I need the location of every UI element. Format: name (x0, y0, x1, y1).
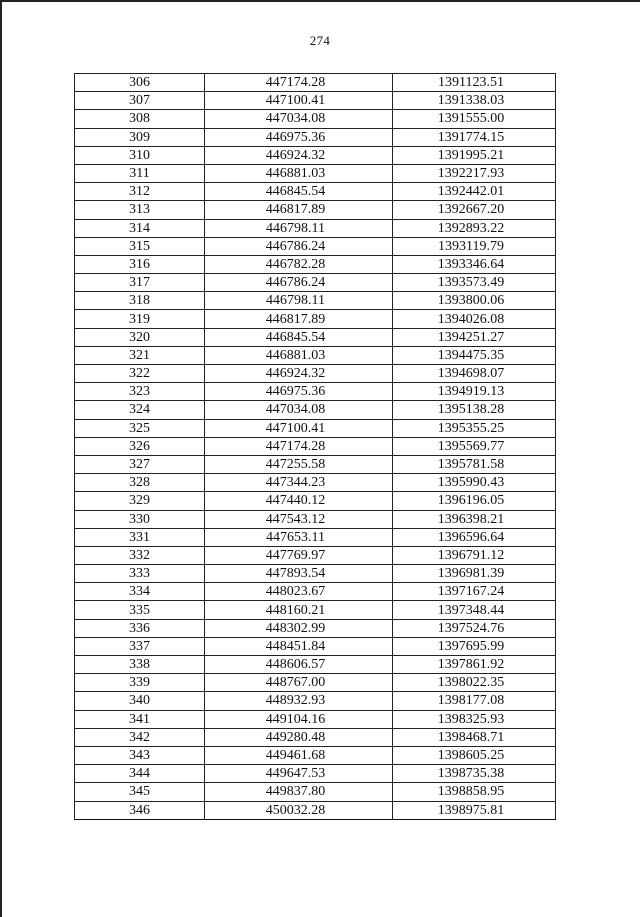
point-number-cell: 333 (75, 565, 205, 583)
point-number-cell: 336 (75, 619, 205, 637)
y-coordinate-cell: 1396791.12 (393, 546, 556, 564)
y-coordinate-cell: 1396596.64 (393, 528, 556, 546)
table-row (75, 801, 556, 819)
table-row (75, 746, 556, 764)
table-row (75, 255, 556, 273)
x-coordinate-cell: 448606.57 (205, 656, 393, 674)
x-coordinate-cell: 446845.54 (205, 328, 393, 346)
x-coordinate-cell: 448767.00 (205, 674, 393, 692)
table-row (75, 183, 556, 201)
x-coordinate-cell: 448932.93 (205, 692, 393, 710)
page-edge-left (0, 0, 2, 917)
point-number-cell: 312 (75, 183, 205, 201)
y-coordinate-cell: 1398858.95 (393, 783, 556, 801)
table-row (75, 401, 556, 419)
point-number-cell: 311 (75, 164, 205, 182)
point-number-cell: 330 (75, 510, 205, 528)
page-number: 274 (309, 33, 331, 48)
y-coordinate-cell: 1397348.44 (393, 601, 556, 619)
x-coordinate-cell: 446924.32 (205, 146, 393, 164)
point-number-cell: 324 (75, 401, 205, 419)
table-row (75, 601, 556, 619)
y-coordinate-cell: 1398325.93 (393, 710, 556, 728)
point-number-cell: 345 (75, 783, 205, 801)
table-row (75, 74, 556, 92)
y-coordinate-cell: 1391123.51 (393, 74, 556, 92)
y-coordinate-cell: 1391995.21 (393, 146, 556, 164)
x-coordinate-cell: 449647.53 (205, 765, 393, 783)
point-number-cell: 309 (75, 128, 205, 146)
point-number-cell: 339 (75, 674, 205, 692)
point-number-cell: 323 (75, 383, 205, 401)
y-coordinate-cell: 1396196.05 (393, 492, 556, 510)
x-coordinate-cell: 447174.28 (205, 437, 393, 455)
y-coordinate-cell: 1395355.25 (393, 419, 556, 437)
x-coordinate-cell: 446975.36 (205, 383, 393, 401)
y-coordinate-cell: 1397861.92 (393, 656, 556, 674)
x-coordinate-cell: 447100.41 (205, 419, 393, 437)
x-coordinate-cell: 446924.32 (205, 365, 393, 383)
x-coordinate-cell: 447653.11 (205, 528, 393, 546)
table-row (75, 656, 556, 674)
table-row (75, 219, 556, 237)
x-coordinate-cell: 447344.23 (205, 474, 393, 492)
y-coordinate-cell: 1395138.28 (393, 401, 556, 419)
table-row (75, 365, 556, 383)
table-row (75, 619, 556, 637)
x-coordinate-cell: 446786.24 (205, 274, 393, 292)
y-coordinate-cell: 1391338.03 (393, 92, 556, 110)
table-row (75, 710, 556, 728)
table-row (75, 110, 556, 128)
point-number-cell: 340 (75, 692, 205, 710)
point-number-cell: 337 (75, 637, 205, 655)
point-number-cell: 334 (75, 583, 205, 601)
table-row (75, 310, 556, 328)
y-coordinate-cell: 1393573.49 (393, 274, 556, 292)
x-coordinate-cell: 447034.08 (205, 110, 393, 128)
point-number-cell: 318 (75, 292, 205, 310)
x-coordinate-cell: 448023.67 (205, 583, 393, 601)
y-coordinate-cell: 1391774.15 (393, 128, 556, 146)
x-coordinate-cell: 447174.28 (205, 74, 393, 92)
x-coordinate-cell: 446798.11 (205, 219, 393, 237)
x-coordinate-cell: 447769.97 (205, 546, 393, 564)
y-coordinate-cell: 1398468.71 (393, 728, 556, 746)
table-row (75, 146, 556, 164)
x-coordinate-cell: 446798.11 (205, 292, 393, 310)
table-row (75, 492, 556, 510)
x-coordinate-cell: 449104.16 (205, 710, 393, 728)
table-row (75, 783, 556, 801)
x-coordinate-cell: 447543.12 (205, 510, 393, 528)
x-coordinate-cell: 449280.48 (205, 728, 393, 746)
x-coordinate-cell: 450032.28 (205, 801, 393, 819)
y-coordinate-cell: 1393800.06 (393, 292, 556, 310)
table-row (75, 528, 556, 546)
table-row (75, 128, 556, 146)
table-row (75, 728, 556, 746)
point-number-cell: 306 (75, 74, 205, 92)
x-coordinate-cell: 447100.41 (205, 92, 393, 110)
y-coordinate-cell: 1397524.76 (393, 619, 556, 637)
table-row (75, 274, 556, 292)
point-number-cell: 342 (75, 728, 205, 746)
table-row (75, 510, 556, 528)
y-coordinate-cell: 1394026.08 (393, 310, 556, 328)
y-coordinate-cell: 1392442.01 (393, 183, 556, 201)
table-row (75, 292, 556, 310)
point-number-cell: 315 (75, 237, 205, 255)
point-number-cell: 332 (75, 546, 205, 564)
point-number-cell: 338 (75, 656, 205, 674)
table-row (75, 201, 556, 219)
x-coordinate-cell: 448302.99 (205, 619, 393, 637)
point-number-cell: 316 (75, 255, 205, 273)
x-coordinate-cell: 447255.58 (205, 455, 393, 473)
table-row (75, 637, 556, 655)
point-number-cell: 322 (75, 365, 205, 383)
point-number-cell: 329 (75, 492, 205, 510)
point-number-cell: 320 (75, 328, 205, 346)
y-coordinate-cell: 1393346.64 (393, 255, 556, 273)
page-edge-top (0, 0, 640, 2)
x-coordinate-cell: 446975.36 (205, 128, 393, 146)
y-coordinate-cell: 1397167.24 (393, 583, 556, 601)
point-number-cell: 321 (75, 346, 205, 364)
coordinate-table-body (75, 74, 556, 820)
x-coordinate-cell: 446881.03 (205, 164, 393, 182)
table-row (75, 455, 556, 473)
x-coordinate-cell: 446881.03 (205, 346, 393, 364)
x-coordinate-cell: 446845.54 (205, 183, 393, 201)
point-number-cell: 335 (75, 601, 205, 619)
y-coordinate-cell: 1398022.35 (393, 674, 556, 692)
point-number-cell: 319 (75, 310, 205, 328)
coordinate-table (74, 73, 556, 820)
y-coordinate-cell: 1393119.79 (393, 237, 556, 255)
y-coordinate-cell: 1398975.81 (393, 801, 556, 819)
table-row (75, 164, 556, 182)
x-coordinate-cell: 446786.24 (205, 237, 393, 255)
y-coordinate-cell: 1394698.07 (393, 365, 556, 383)
point-number-cell: 331 (75, 528, 205, 546)
x-coordinate-cell: 448451.84 (205, 637, 393, 655)
x-coordinate-cell: 447440.12 (205, 492, 393, 510)
y-coordinate-cell: 1392667.20 (393, 201, 556, 219)
y-coordinate-cell: 1392217.93 (393, 164, 556, 182)
x-coordinate-cell: 447034.08 (205, 401, 393, 419)
point-number-cell: 326 (75, 437, 205, 455)
y-coordinate-cell: 1394251.27 (393, 328, 556, 346)
table-row (75, 692, 556, 710)
x-coordinate-cell: 449461.68 (205, 746, 393, 764)
x-coordinate-cell: 446817.89 (205, 201, 393, 219)
x-coordinate-cell: 446782.28 (205, 255, 393, 273)
point-number-cell: 328 (75, 474, 205, 492)
y-coordinate-cell: 1391555.00 (393, 110, 556, 128)
y-coordinate-cell: 1398177.08 (393, 692, 556, 710)
y-coordinate-cell: 1394475.35 (393, 346, 556, 364)
y-coordinate-cell: 1395781.58 (393, 455, 556, 473)
y-coordinate-cell: 1396981.39 (393, 565, 556, 583)
table-row (75, 674, 556, 692)
y-coordinate-cell: 1395990.43 (393, 474, 556, 492)
point-number-cell: 307 (75, 92, 205, 110)
table-row (75, 437, 556, 455)
x-coordinate-cell: 449837.80 (205, 783, 393, 801)
point-number-cell: 317 (75, 274, 205, 292)
y-coordinate-cell: 1396398.21 (393, 510, 556, 528)
table-row (75, 92, 556, 110)
y-coordinate-cell: 1395569.77 (393, 437, 556, 455)
table-row (75, 765, 556, 783)
y-coordinate-cell: 1394919.13 (393, 383, 556, 401)
x-coordinate-cell: 447893.54 (205, 565, 393, 583)
x-coordinate-cell: 446817.89 (205, 310, 393, 328)
point-number-cell: 344 (75, 765, 205, 783)
table-row (75, 419, 556, 437)
table-row (75, 328, 556, 346)
y-coordinate-cell: 1392893.22 (393, 219, 556, 237)
point-number-cell: 310 (75, 146, 205, 164)
table-row (75, 546, 556, 564)
point-number-cell: 314 (75, 219, 205, 237)
y-coordinate-cell: 1398605.25 (393, 746, 556, 764)
point-number-cell: 325 (75, 419, 205, 437)
table-row (75, 474, 556, 492)
point-number-cell: 327 (75, 455, 205, 473)
table-row (75, 346, 556, 364)
point-number-cell: 343 (75, 746, 205, 764)
table-row (75, 383, 556, 401)
table-row (75, 583, 556, 601)
point-number-cell: 341 (75, 710, 205, 728)
point-number-cell: 313 (75, 201, 205, 219)
x-coordinate-cell: 448160.21 (205, 601, 393, 619)
y-coordinate-cell: 1398735.38 (393, 765, 556, 783)
point-number-cell: 308 (75, 110, 205, 128)
table-row (75, 237, 556, 255)
y-coordinate-cell: 1397695.99 (393, 637, 556, 655)
table-row (75, 565, 556, 583)
point-number-cell: 346 (75, 801, 205, 819)
